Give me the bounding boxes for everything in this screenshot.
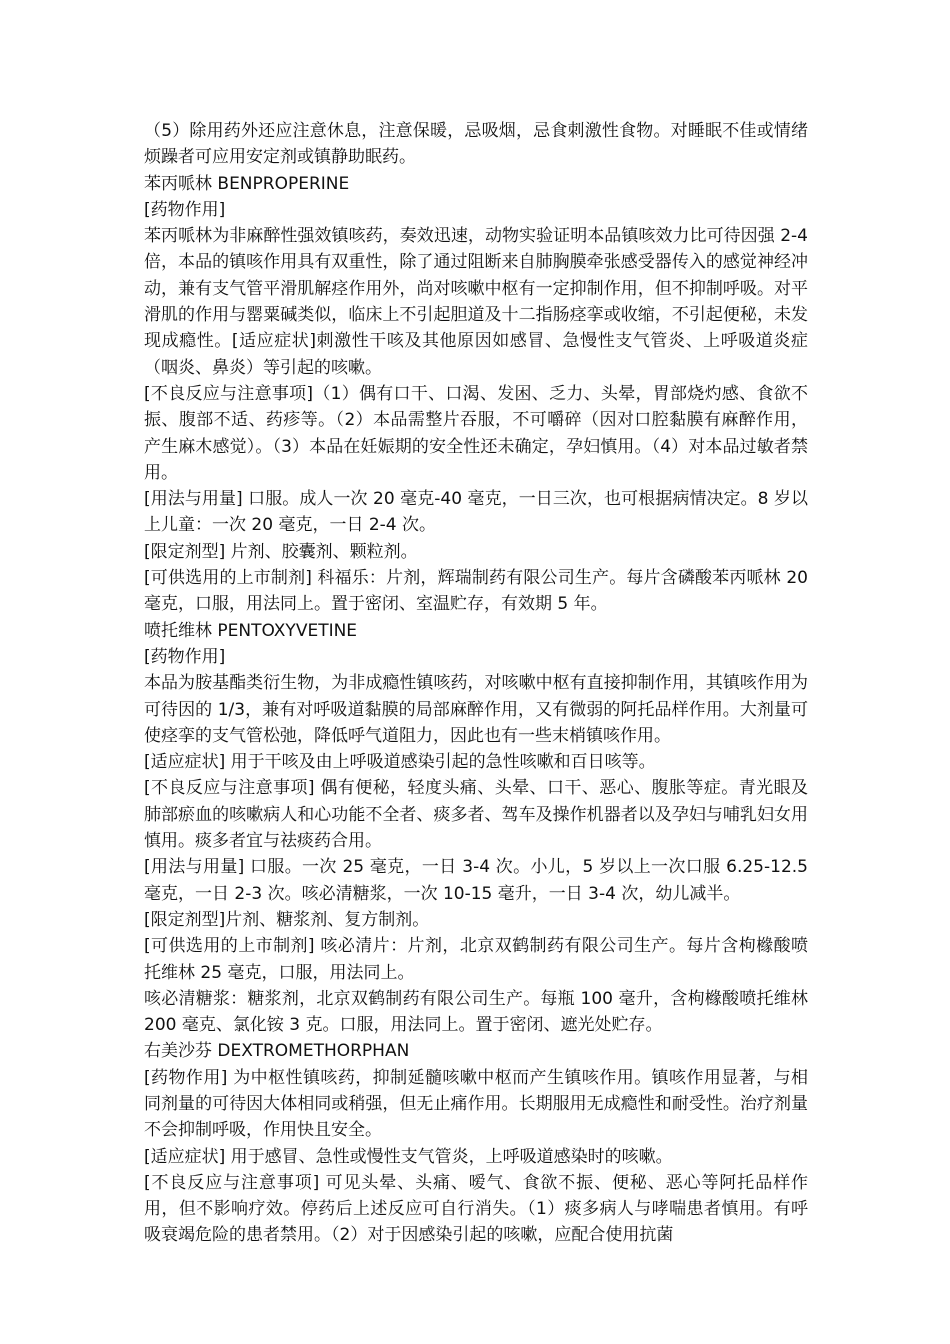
paragraph-benproperine-forms: [限定剂型] 片剂、胶囊剂、颗粒剂。	[144, 541, 418, 562]
paragraph-pentoxyverine-adverse: [不良反应与注意事项] 偶有便秘，轻度头痛、头晕、口干、恶心、腹胀等症。青光眼及肺部瘀血的咳嗽病人和心功能不全者、痰多者、驾车及操作机器者以及孕妇与哺乳妇女用慎用。痰多者宜与祛痰药合用。	[144, 778, 808, 852]
paragraph-pentoxyverine-tablets: [可供选用的上市制剂] 咳必清片：片剂，北京双鹤制药有限公司生产。每片含枸橼酸喷托维林 25 毫克，口服，用法同上。	[144, 936, 808, 983]
paragraph-benproperine-action: 苯丙哌林为非麻醉性强效镇咳药，奏效迅速，动物实验证明本品镇咳效力比可待因强 2-4 倍，本品的镇咳作用具有双重性，除了通过阻断来自肺胸膜牵张感受器传入的感觉神经冲动，兼有支气管平滑肌解痉作用外，尚对咳嗽中枢有一定抑制作用，但不抑制呼吸。对平滑肌的作用与罂粟碱类似，临床上不引起胆道及十二指肠痉挛或收缩，不引起便秘，未发现成瘾性。[适应症状]刺激性干咳及其他原因如感冒、急慢性支气管炎、上呼吸道炎症（咽炎、鼻炎）等引起的咳嗽。	[144, 226, 808, 378]
paragraph-pentoxyverine-indications: [适应症状] 用于干咳及由上呼吸道感染引起的急性咳嗽和百日咳等。	[144, 752, 656, 773]
paragraph-pentoxyverine-dosage: [用法与用量] 口服。一次 25 毫克，一日 3-4 次。小儿，5 岁以上一次口服 6.25-12.5 毫克，一日 2-3 次。咳必清糖浆，一次 10-15 毫升，一日 3-4 次，幼儿减半。	[144, 857, 808, 904]
paragraph-benproperine-dosage: [用法与用量] 口服。成人一次 20 毫克-40 毫克，一日三次，也可根据病情决定。8 岁以上儿童：一次 20 毫克，一日 2-4 次。	[144, 489, 808, 536]
paragraph-benproperine-products: [可供选用的上市制剂] 科福乐：片剂，辉瑞制药有限公司生产。每片含磷酸苯丙哌林 20 毫克，口服，用法同上。置于密闭、室温贮存，有效期 5 年。	[144, 568, 808, 615]
paragraph-dextromethorphan-action: [药物作用] 为中枢性镇咳药，抑制延髓咳嗽中枢而产生镇咳作用。镇咳作用显著，与相同剂量的可待因大体相同或稍强，但无止痛作用。长期服用无成瘾性和耐受性。治疗剂量不会抑制呼吸，作用快且安全。	[144, 1067, 808, 1141]
heading-pentoxyverine: 喷托维林 PENTOXYVETINE	[144, 620, 358, 641]
paragraph-pentoxyverine-forms: [限定剂型]片剂、糖浆剂、复方制剂。	[144, 909, 430, 930]
paragraph-benproperine-adverse: [不良反应与注意事项]（1）偶有口干、口渴、发困、乏力、头晕，胃部烧灼感、食欲不振、腹部不适、药疹等。（2）本品需整片吞服，不可嚼碎（因对口腔黏膜有麻醉作用，产生麻木感觉）。（3）本品在妊娠期的安全性还未确定，孕妇慎用。（4）对本品过敏者禁用。	[144, 383, 808, 483]
paragraph-general-care: （5）除用药外还应注意休息，注意保暖，忌吸烟，忌食刺激性食物。对睡眠不佳或情绪烦躁者可应用安定剂或镇静助眠药。	[144, 121, 808, 168]
paragraph-dextromethorphan-indications: [适应症状] 用于感冒、急性或慢性支气管炎，上呼吸道感染时的咳嗽。	[144, 1146, 673, 1167]
paragraph-dextromethorphan-adverse: [不良反应与注意事项] 可见头晕、头痛、嗳气、食欲不振、便秘、恶心等阿托品样作用，但不影响疗效。停药后上述反应可自行消失。（1）痰多病人与哮喘患者慎用。有呼吸衰竭危险的患者禁用。（2）对于因感染引起的咳嗽，应配合使用抗菌	[144, 1172, 808, 1246]
document-page	[144, 118, 808, 1249]
heading-dextromethorphan: 右美沙芬 DEXTROMETHORPHAN	[144, 1041, 410, 1062]
heading-benproperine: 苯丙哌林 BENPROPERINE	[144, 173, 350, 194]
section-label-action: [药物作用]	[144, 646, 226, 667]
paragraph-pentoxyverine-syrup: 咳必清糖浆：糖浆剂，北京双鹤制药有限公司生产。每瓶 100 毫升，含枸橼酸喷托维林 200 毫克、氯化铵 3 克。口服，用法同上。置于密闭、遮光处贮存。	[144, 988, 808, 1036]
section-label-action: [药物作用]	[144, 199, 226, 220]
paragraph-pentoxyverine-action: 本品为胺基酯类衍生物，为非成瘾性镇咳药，对咳嗽中枢有直接抑制作用，其镇咳作用为可待因的 1/3，兼有对呼吸道黏膜的局部麻醉作用，又有微弱的阿托品样作用。大剂量可使痉挛的支气管松弛，降低呼气道阻力，因此也有一些末梢镇咳作用。	[144, 673, 808, 746]
